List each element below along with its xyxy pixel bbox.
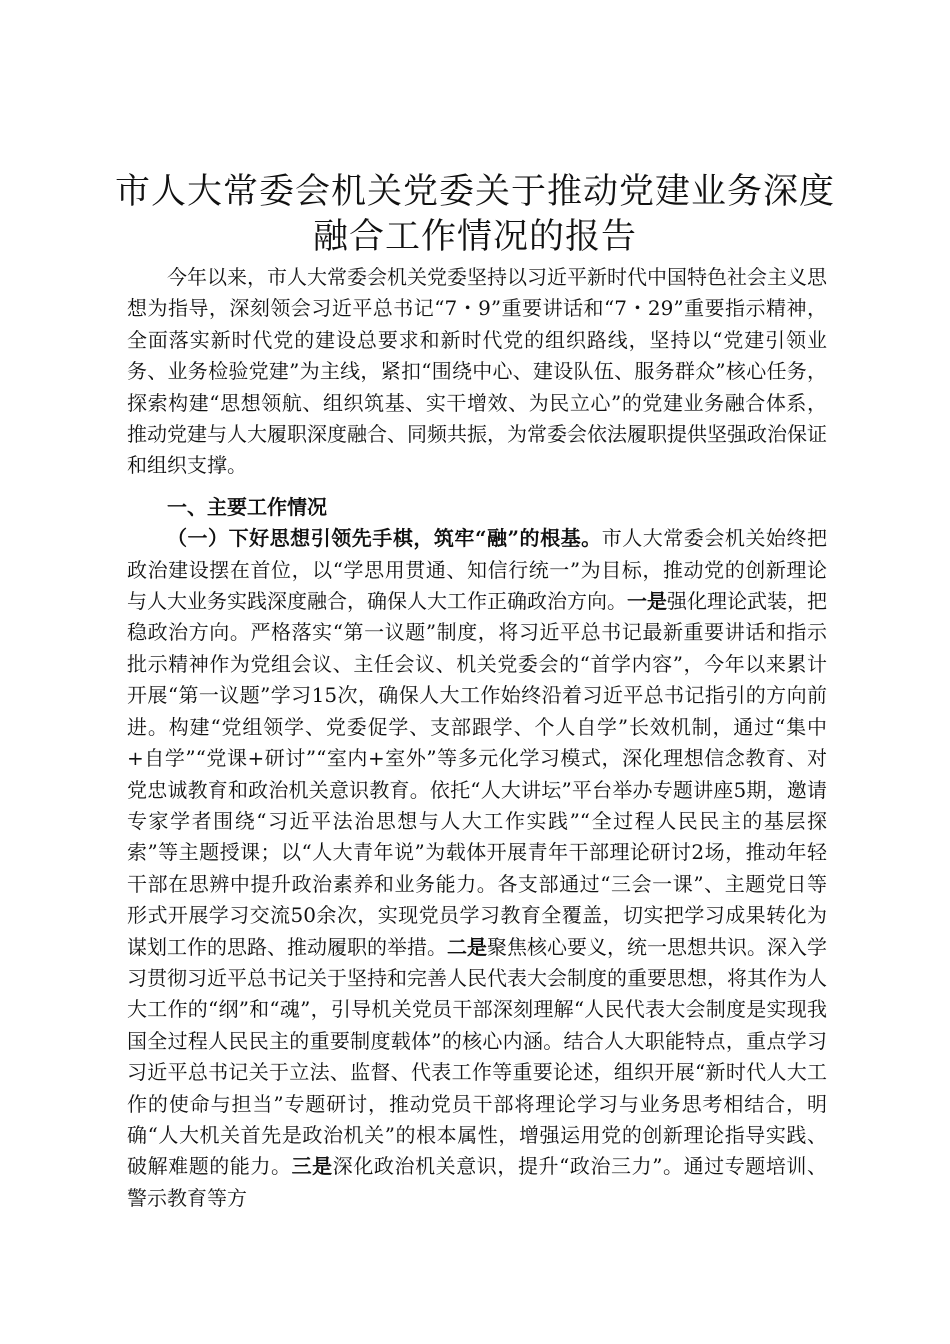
document-body: [127, 262, 827, 1214]
subsection-paragraph: [127, 523, 827, 1214]
point-3-text: 深化政治机关意识，提升“政治三力”。通过专题培训、警示教育等方: [127, 1154, 828, 1210]
point-2-text: 聚焦核心要义，统一思想共识。深入学习贯彻习近平总书记关于坚持和完善人民代表大会制度的重要思想，将其作为人大工作的“纲”和“魂”，引导机关党员干部深刻理解“人民代表大会制度是实现我国全过程人民民主的重要制度载体”的核心内涵。结合人大职能特点，重点学习习近平总书记关于立法、监督、代表工作等重要论述，组织开展“新时代人大工作的使命与担当”专题研讨，推动党员干部将理论学习与业务思考相结合，明确“人大机关首先是政治机关”的根本属性，增强运用党的创新理论指导实践、破解难题的能力。: [127, 934, 827, 1179]
title-line-2: 融合工作情况的报告: [312, 217, 637, 257]
point-1-label: 一是: [627, 589, 667, 614]
section-heading: 一、主要工作情况: [167, 494, 327, 519]
intro-paragraph: 今年以来，市人大常委会机关党委坚持以习近平新时代中国特色社会主义思想为指导，深刻领会习近平总书记“7・9”重要讲话和“7・29”重要指示精神，全面落实新时代党的建设总要求和新时代党的组织路线，坚持以“党建引领业务、业务检验党建”为主线，紧扣“围绕中心、建设队伍、服务群众”核心任务，探索构建“思想领航、组织筑基、实干增效、为民立心”的党建业务融合体系，推动党建与人大履职深度融合、同频共振，为常委会依法履职提供坚强政治保证和组织支撑。: [127, 265, 827, 478]
subsection-heading: （一）下好思想引领先手棋，筑牢“融”的根基。: [167, 526, 602, 551]
subsection-text: 市人大常委会机关始终把政治建设摆在首位，以“学思用贯通、知信行统一”为目标，推动党的创新理论与人大业务实践深度融合，确保人大工作正确政治方向。: [127, 526, 827, 614]
point-2-label: 二是: [447, 934, 487, 959]
document-title: [90, 170, 860, 260]
point-1-text: 强化理论武装，把稳政治方向。严格落实“第一议题”制度，将习近平总书记最新重要讲话和指示批示精神作为党组会议、主任会议、机关党委会的“首学内容”，今年以来累计开展“第一议题”学习15次，确保人大工作始终沿着习近平总书记指引的方向前进。构建“党组领学、党委促学、支部跟学、个人自学”长效机制，通过“集中+自学”“党课+研讨”“室内+室外”等多元化学习模式，深化理想信念教育、对党忠诚教育和政治机关意识教育。依托“人大讲坛”平台举办专题讲座5期，邀请专家学者围绕“习近平法治思想与人大工作实践”“全过程人民民主的基层探索”等主题授课；以“人大青年说”为载体开展青年干部理论研讨2场，推动年轻干部在思辨中提升政治素养和业务能力。各支部通过“三会一课”、主题党日等形式开展学习交流50余次，实现党员学习教育全覆盖，切实把学习成果转化为谋划工作的思路、推动履职的举措。: [127, 589, 827, 959]
point-3-label: 三是: [291, 1154, 333, 1179]
title-line-1: 市人大常委会机关党委关于推动党建业务深度: [114, 172, 835, 212]
